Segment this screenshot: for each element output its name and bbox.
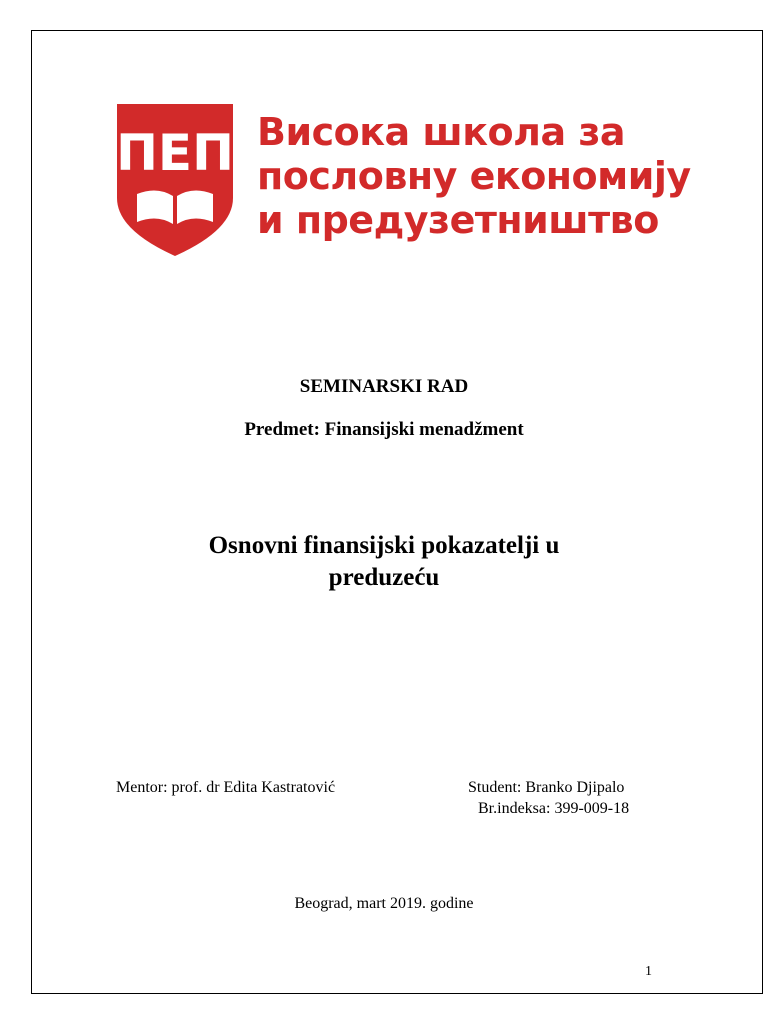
page-number: 1 bbox=[645, 964, 652, 979]
shield-emblem-icon bbox=[115, 102, 235, 258]
document-type: SEMINARSKI RAD bbox=[299, 376, 469, 397]
logo-monogram: ПЕП bbox=[116, 124, 234, 182]
index-line: Br.indeksa: 399-009-18 bbox=[478, 800, 630, 817]
title-line-2: preduzeću bbox=[328, 564, 440, 591]
place-date: Beograd, mart 2019. godine bbox=[294, 895, 474, 912]
title-line-1: Osnovni finansijski pokazatelji u bbox=[208, 532, 560, 559]
document-title bbox=[31, 530, 737, 594]
school-logo bbox=[115, 102, 720, 258]
logo-line-2: пословну економију bbox=[257, 154, 691, 198]
subject-line: Predmet: Finansijski menadžment bbox=[244, 419, 524, 440]
logo-line-1: Висока школа за bbox=[257, 110, 626, 154]
mentor-line: Mentor: prof. dr Edita Kastratović bbox=[116, 779, 336, 796]
student-line: Student: Branko Djipalo bbox=[468, 779, 625, 796]
logo-text bbox=[257, 110, 727, 242]
logo-line-3: и предузетништво bbox=[257, 198, 659, 242]
